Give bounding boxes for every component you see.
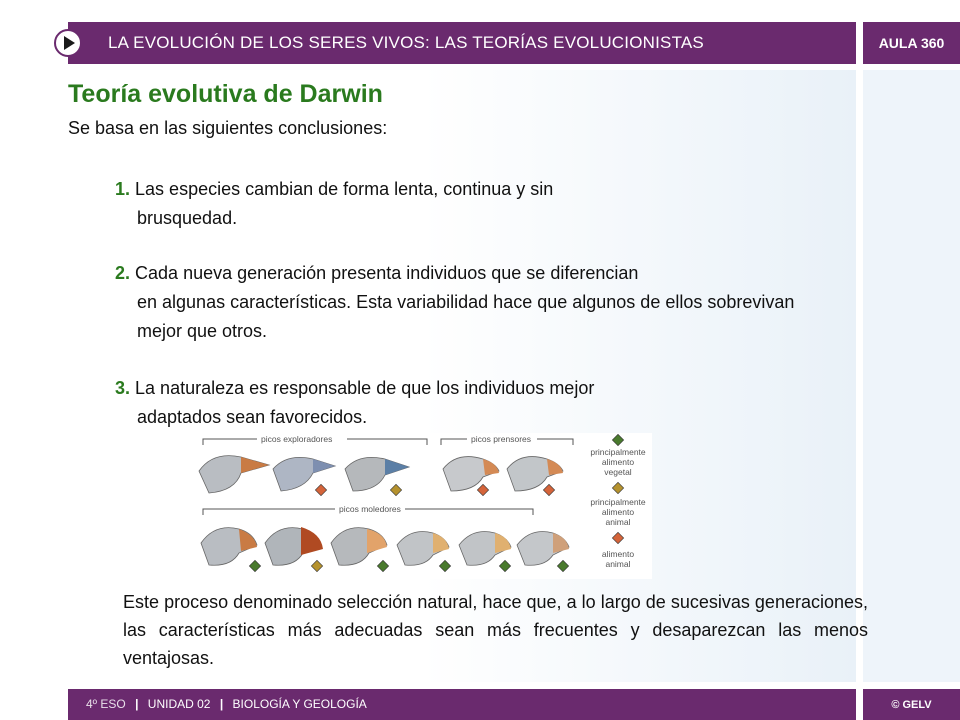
point-text-continued: en algunas características. Esta variabilidad hace que algunos de ellos sobrevivan mejor que otros. — [137, 292, 795, 341]
svg-text:animal: animal — [605, 517, 631, 527]
legend-item-animal-main — [590, 482, 646, 527]
copyright: © GELV — [863, 689, 960, 720]
footer-level: 4º ESO — [86, 697, 126, 711]
legend-item-vegetal — [590, 434, 646, 477]
svg-text:alimento: alimento — [601, 507, 635, 517]
bird-head — [517, 532, 569, 566]
bird-head — [443, 457, 499, 491]
side-panel — [863, 70, 960, 682]
beak-types-illustration — [195, 433, 652, 579]
bird-head — [201, 528, 257, 566]
point-number: 3. — [115, 378, 131, 398]
footer-subject: BIOLOGÍA Y GEOLOGÍA — [232, 697, 367, 711]
play-icon[interactable] — [54, 29, 82, 57]
bird-head — [331, 528, 387, 566]
bird-head — [507, 457, 563, 491]
point-text-continued: adaptados sean favorecidos. — [137, 407, 368, 427]
bird-head — [345, 457, 409, 491]
food-marker — [311, 560, 322, 571]
footer-breadcrumb — [86, 689, 367, 720]
bird-head — [459, 532, 511, 566]
bird-head — [397, 532, 449, 566]
food-marker — [557, 560, 568, 571]
conclusion-paragraph: Este proceso denominado selección natural, hace que, a lo largo de sucesivas generaciones, las características más adecuadas sean más frecuentes y desaparezcan las menos ventajosas. — [123, 592, 868, 668]
food-marker — [315, 484, 326, 495]
food-marker — [390, 484, 401, 495]
page-title: Teoría evolutiva de Darwin — [68, 80, 383, 108]
svg-text:principalmente: principalmente — [590, 497, 646, 507]
food-marker — [543, 484, 554, 495]
bird-head — [199, 456, 269, 493]
legend-item-animal — [602, 532, 634, 569]
aula-badge: AULA 360 — [863, 22, 960, 64]
footer-unit: UNIDAD 02 — [147, 697, 211, 711]
food-marker — [499, 560, 510, 571]
footer-separator: | — [219, 697, 224, 711]
svg-text:alimento: alimento — [601, 457, 635, 467]
svg-text:principalmente: principalmente — [590, 447, 646, 457]
group-label-prensores: picos prensores — [471, 434, 532, 444]
svg-text:alimento: alimento — [601, 549, 635, 559]
svg-text:animal: animal — [605, 559, 631, 569]
point-text: Las especies cambian de forma lenta, continua y sin — [135, 179, 554, 199]
header-title: LA EVOLUCIÓN DE LOS SERES VIVOS: LAS TEORÍAS EVOLUCIONISTAS — [108, 33, 704, 52]
food-marker — [377, 560, 388, 571]
food-marker — [477, 484, 488, 495]
bird-head — [273, 457, 335, 491]
food-marker — [439, 560, 450, 571]
group-label-moledores: picos moledores — [339, 504, 401, 514]
point-text: La naturaleza es responsable de que los individuos mejor — [135, 378, 595, 398]
svg-text:vegetal: vegetal — [604, 467, 632, 477]
point-text-continued: brusquedad. — [137, 208, 238, 228]
point-number: 1. — [115, 179, 131, 199]
footer-bar — [68, 689, 856, 720]
point-1 — [115, 175, 835, 233]
point-number: 2. — [115, 263, 131, 283]
group-label-exploradores: picos exploradores — [261, 434, 333, 444]
bird-head — [265, 527, 323, 565]
footer-separator: | — [135, 697, 139, 711]
point-text: Cada nueva generación presenta individuos que se diferencian — [135, 263, 639, 283]
page-subtitle: Se basa en las siguientes conclusiones: — [68, 118, 388, 138]
point-3 — [115, 374, 835, 432]
point-2 — [115, 259, 835, 346]
food-marker — [249, 560, 260, 571]
